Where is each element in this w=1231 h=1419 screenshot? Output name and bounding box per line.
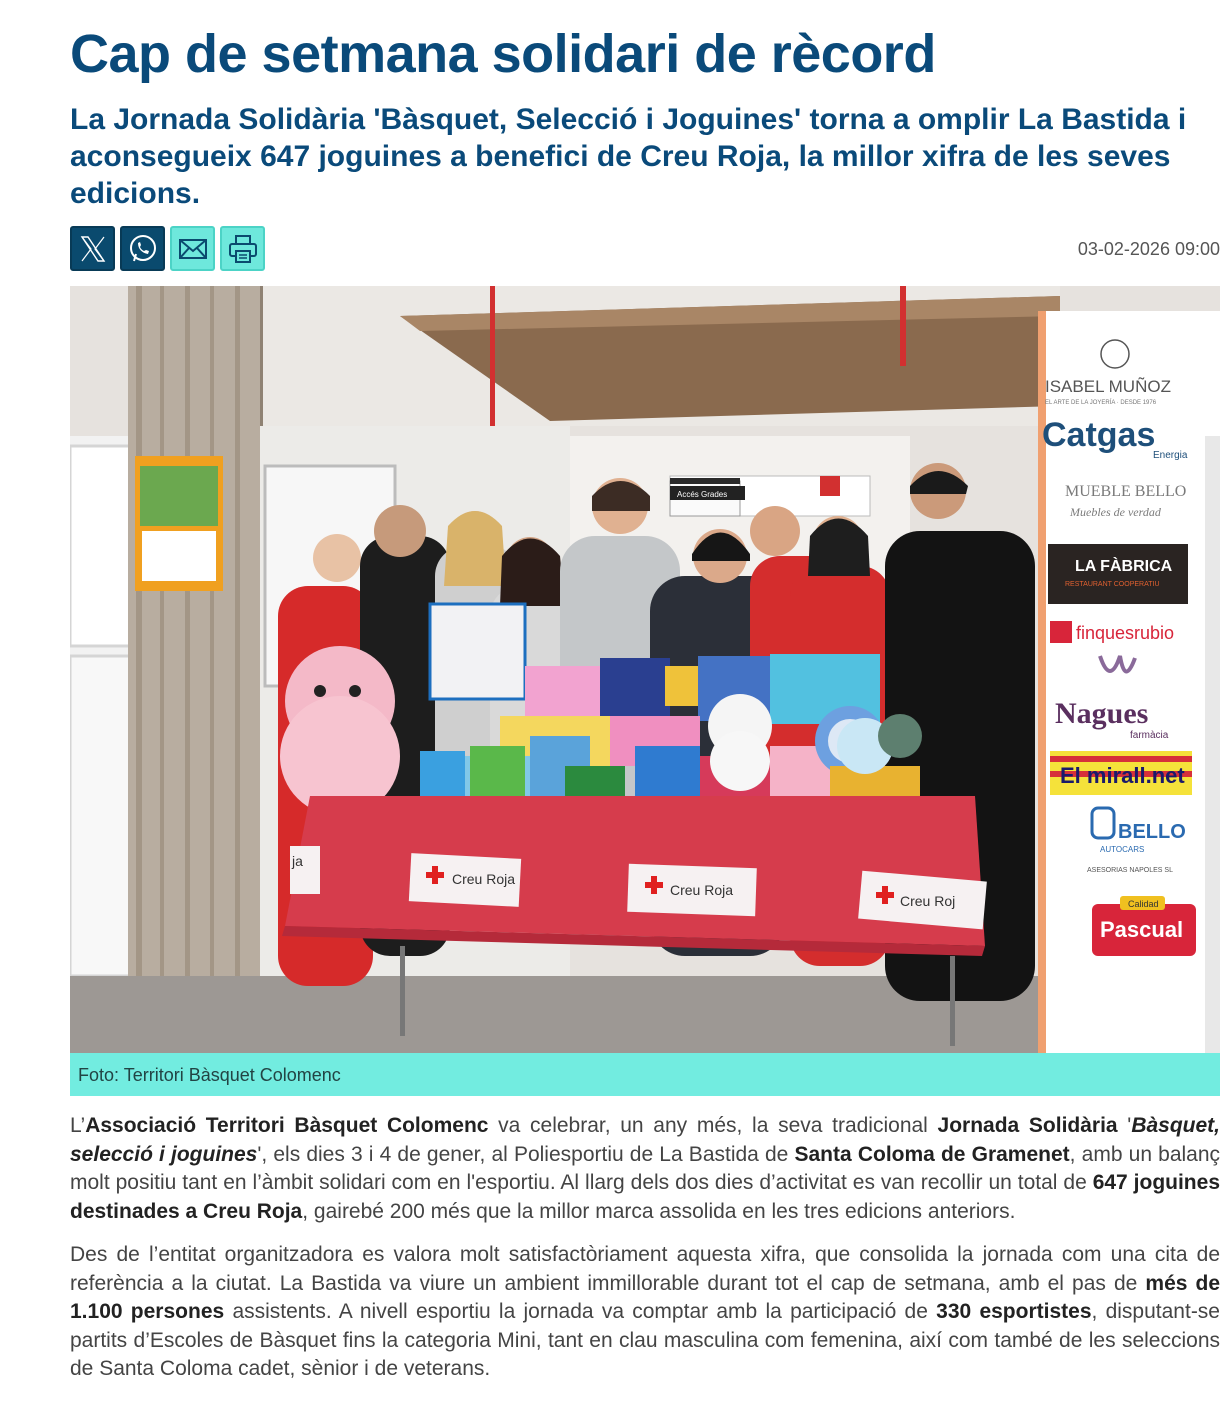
body-text: , gairebé 200 més que la millor marca assolida en les tres edicions anteriors. <box>302 1199 1016 1223</box>
body-text: Des de l’entitat organitzadora es valora molt satisfactòriament aquesta xifra, que consolida la jornada com una cita de referència a la ciutat. La Bastida va viure un ambient immillorable durant tot el cap de setmana, amb el pas de <box>70 1243 1220 1295</box>
body-text: ' <box>1117 1114 1132 1137</box>
bold-text: més de 1.100 persones <box>70 1271 1220 1323</box>
paragraph-1 <box>70 1112 1220 1226</box>
body-text: va celebrar, un any més, la seva tradicional <box>488 1114 938 1137</box>
sponsor-isabel-munoz-tag: EL ARTE DE LA JOYERÍA · DESDE 1976 <box>1045 400 1157 406</box>
publish-date: 03-02-2026 09:00 <box>1077 239 1220 259</box>
sponsor-pascual-top: Calidad <box>1128 899 1159 909</box>
sponsor-mueble-bello: MUEBLE BELLO <box>1065 483 1187 500</box>
sponsor-el-mirall: El mirall.net <box>1060 763 1185 788</box>
bold-text: Bàsquet, selecció i joguines <box>70 1114 1220 1166</box>
article-subtitle: La Jornada Solidària 'Bàsquet, Selecció i Joguines' torna a omplir La Bastida i aconsegueix 647 joguines a benefici de Creu Roja, la millor xifra de les seves edicions. <box>70 103 1187 210</box>
sponsor-la-fabrica-sub: RESTAURANT COOPERATIU <box>1065 581 1160 588</box>
sign-grades: Accés Grades <box>677 490 728 499</box>
article-photo <box>70 286 1220 1053</box>
bold-text: Santa Coloma de Gramenet <box>794 1142 1070 1166</box>
banner-creu-roja-1: Creu Roja <box>452 871 516 887</box>
print-icon <box>226 232 260 266</box>
article-body <box>70 1112 1220 1399</box>
photo-caption: Foto: Territori Bàsquet Colomenc <box>70 1053 1220 1096</box>
sponsor-bello-autocars: BELLO <box>1118 821 1186 843</box>
print-button[interactable] <box>220 226 265 271</box>
sponsor-asesorias-napoles: ASESORIAS NAPOLES SL <box>1087 867 1173 874</box>
bold-text: 647 joguines destinades a Creu Roja <box>70 1171 1220 1223</box>
sponsor-finques-rubio: finquesrubio <box>1076 623 1175 643</box>
sponsor-bello-autocars-sub: AUTOCARS <box>1100 845 1145 854</box>
share-whatsapp-button[interactable] <box>120 226 165 271</box>
bold-text: Jornada Solidària <box>937 1114 1118 1137</box>
sponsor-catgas: Catgas <box>1042 416 1156 454</box>
share-x-button[interactable] <box>70 226 115 271</box>
body-text: assistents. A nivell esportiu la jornada va comptar amb la participació de <box>224 1300 937 1323</box>
sponsor-pascual: Pascual <box>1100 917 1184 942</box>
body-text: , disputant-se partits d’Escoles de Bàsquet fins la categoria Mini, tant en clau masculina com femenina, així com també de les seleccions de Santa Coloma cadet, sènior i de veterans. <box>70 1300 1220 1380</box>
whatsapp-icon <box>126 232 160 266</box>
body-text: ', els dies 3 i 4 de gener, al Poliesportiu de La Bastida de <box>257 1142 795 1166</box>
x-icon <box>76 232 110 266</box>
sponsor-nagues-sub: farmàcia <box>1130 730 1169 741</box>
email-icon <box>176 232 210 266</box>
share-bar <box>70 226 265 271</box>
sponsor-nagues: Nagues <box>1055 697 1149 730</box>
sponsor-isabel-munoz: ISABEL MUÑOZ <box>1045 377 1171 396</box>
body-text: L’ <box>70 1114 86 1137</box>
photo-illustration <box>70 286 1220 1053</box>
paragraph-2 <box>70 1241 1220 1384</box>
share-email-button[interactable] <box>170 226 215 271</box>
banner-creu-roja-2: Creu Roja <box>670 882 734 898</box>
sponsor-catgas-sub: Energia <box>1153 450 1188 461</box>
banner-creu-roja-3: Creu Roj <box>900 893 956 909</box>
sponsor-mueble-bello-sub: Muebles de verdad <box>1070 505 1161 519</box>
article-title: Cap de setmana solidari de rècord <box>70 24 936 84</box>
sponsor-banner <box>1038 311 1220 1053</box>
bold-text: Associació Territori Bàsquet Colomenc <box>85 1114 489 1137</box>
sponsor-la-fabrica: LA FÀBRICA <box>1075 558 1173 575</box>
bold-text: 330 esportistes <box>936 1300 1092 1323</box>
body-text: , amb un balanç molt positiu tant en l’àmbit solidari com en l'esportiu. Al llarg dels dos dies d’activitat es van recollir un total de <box>70 1142 1221 1194</box>
banner-creu-roja-partial: ja <box>292 853 303 869</box>
